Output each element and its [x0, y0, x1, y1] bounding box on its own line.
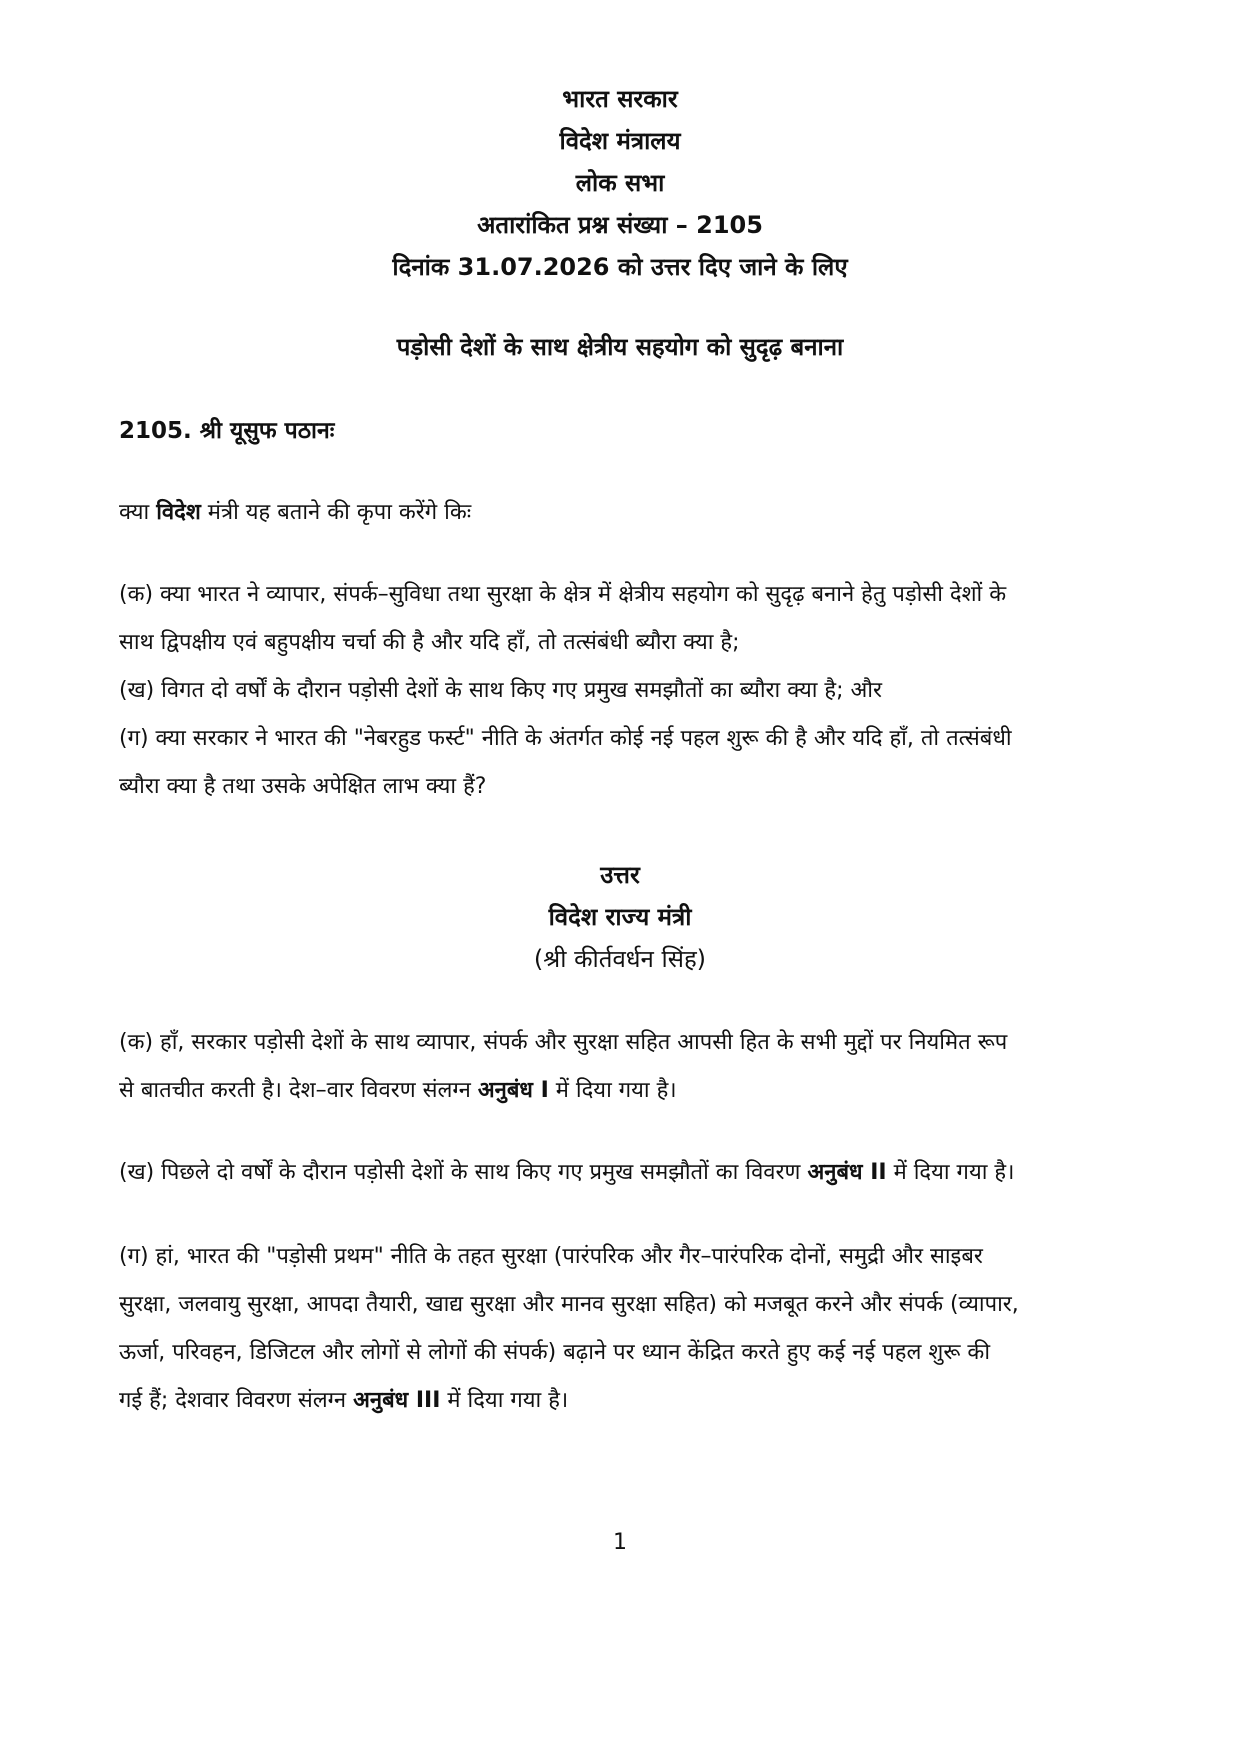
answer-ka-line-1: (क) हाँ, सरकार पड़ोसी देशों के साथ व्यापार, संपर्क और सुरक्षा सहित आपसी हित के सभी मुद्दों पर नियमित रूप	[119, 1030, 1008, 1055]
minister-name: (श्री कीर्तवर्धन सिंह)	[533, 945, 707, 973]
subject-title: पड़ोसी देशों के साथ क्षेत्रीय सहयोग को सुदृढ़ बनाना	[396, 333, 844, 361]
annexure-3-ref: अनुबंध III	[353, 1388, 441, 1413]
answer-ka-line-2	[119, 1074, 677, 1104]
answer-kha-post: में दिया गया है।	[886, 1160, 1015, 1185]
answer-ga-line-4-post: में दिया गया है।	[440, 1388, 569, 1413]
answer-date-title: दिनांक 31.07.2026 को उत्तर दिए जाने के लिए	[392, 253, 848, 281]
ministry-title: विदेश मंत्रालय	[559, 127, 681, 155]
answer-title: उत्तर	[600, 861, 640, 889]
answer-kha-line	[119, 1156, 1014, 1186]
minister-title: विदेश राज्य मंत्री	[548, 903, 692, 931]
question-kha-line-1: (ख) विगत दो वर्षों के दौरान पड़ोसी देशों के साथ किए गए प्रमुख समझौतों का ब्यौरा क्या है; और	[119, 678, 883, 703]
questioner-line: 2105. श्री यूसुफ पठानः	[119, 418, 335, 444]
answer-ga-line-4-pre: गई हैं; देशवार विवरण संलग्न	[119, 1388, 354, 1413]
question-intro-bold: विदेश	[156, 500, 201, 525]
answer-ga-line-3: ऊर्जा, परिवहन, डिजिटल और लोगों से लोगों की संपर्क) बढ़ाने पर ध्यान केंद्रित करते हुए कई नई पहल शुरू की	[119, 1340, 991, 1365]
page-number: 1	[613, 1530, 627, 1555]
annexure-1-ref: अनुबंध I	[477, 1078, 549, 1103]
annexure-2-ref: अनुबंध II	[807, 1160, 887, 1185]
house-title: लोक सभा	[575, 169, 665, 197]
question-intro-pre: क्या	[119, 500, 157, 525]
answer-ga-line-4	[119, 1384, 568, 1414]
question-number-title: अतारांकित प्रश्न संख्या – 2105	[477, 211, 763, 239]
question-intro-post: मंत्री यह बताने की कृपा करेंगे किः	[200, 500, 472, 525]
govt-title: भारत सरकार	[562, 85, 678, 113]
question-intro	[119, 496, 471, 526]
answer-ka-line-2-post: में दिया गया है।	[548, 1078, 677, 1103]
question-ka-line-2: साथ द्विपक्षीय एवं बहुपक्षीय चर्चा की है और यदि हाँ, तो तत्संबंधी ब्यौरा क्या है;	[119, 630, 740, 655]
question-ga-line-2: ब्यौरा क्या है तथा उसके अपेक्षित लाभ क्या हैं?	[119, 774, 487, 799]
answer-kha-pre: (ख) पिछले दो वर्षों के दौरान पड़ोसी देशों के साथ किए गए प्रमुख समझौतों का विवरण	[119, 1160, 808, 1185]
answer-ga-line-1: (ग) हां, भारत की "पड़ोसी प्रथम" नीति के तहत सुरक्षा (पारंपरिक और गैर–पारंपरिक दोनों, समुद्री और साइबर	[119, 1244, 983, 1269]
answer-ka-line-2-pre: से बातचीत करती है। देश–वार विवरण संलग्न	[119, 1078, 478, 1103]
question-ga-line-1: (ग) क्या सरकार ने भारत की "नेबरहुड फर्स्ट" नीति के अंतर्गत कोई नई पहल शुरू की है और यदि हाँ, तो तत्संबंधी	[119, 726, 1012, 751]
answer-ga-line-2: सुरक्षा, जलवायु सुरक्षा, आपदा तैयारी, खाद्य सुरक्षा और मानव सुरक्षा सहित) को मजबूत करने और संपर्क (व्यापार,	[119, 1292, 1019, 1317]
question-ka-line-1: (क) क्या भारत ने व्यापार, संपर्क–सुविधा तथा सुरक्षा के क्षेत्र में क्षेत्रीय सहयोग को सुदृढ़ बनाने हेतु पड़ोसी देशों के	[119, 582, 1007, 607]
